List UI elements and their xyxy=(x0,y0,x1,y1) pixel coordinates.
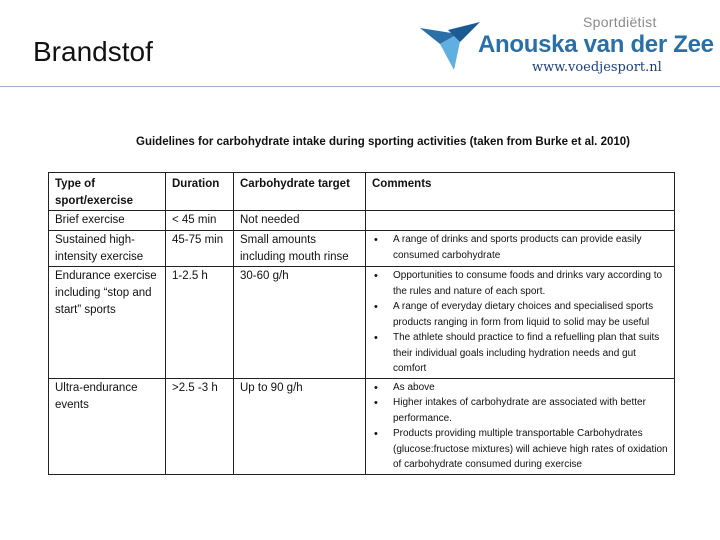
cell-duration: >2.5 -3 h xyxy=(166,378,234,474)
website-link[interactable]: www.voedjesport.nl xyxy=(532,60,662,75)
table-heading: Guidelines for carbohydrate intake during sporting activities (taken from Burke et al. 2010) xyxy=(136,136,630,148)
logo-name: Anouska van der Zee xyxy=(478,31,714,58)
comment-item: • Products providing multiple transportable Carbohydrates (glucose:fructose mixtures) will achieve high rates of oxidation of carbohydrate consumed during exercise xyxy=(372,426,668,473)
comment-item: • As above xyxy=(372,380,668,396)
slide-title: Brandstof xyxy=(33,36,153,67)
comment-item: • Opportunities to consume foods and drinks vary according to the rules and nature of each sport. xyxy=(372,268,668,299)
header-duration: Duration xyxy=(166,173,234,211)
cell-duration: < 45 min xyxy=(166,211,234,231)
cell-target: Up to 90 g/h xyxy=(234,378,366,474)
cell-target: Not needed xyxy=(234,211,366,231)
cell-target: Small amounts including mouth rinse xyxy=(234,231,366,267)
table-row xyxy=(49,211,675,231)
table-row xyxy=(49,378,675,474)
header-divider xyxy=(0,86,720,87)
logo-mark-icon xyxy=(420,20,482,72)
cell-duration: 1-2.5 h xyxy=(166,267,234,379)
cell-comments xyxy=(366,267,675,379)
cell-comments xyxy=(366,378,675,474)
comment-item: • The athlete should practice to find a refuelling plan that suits their individual goals including hydration needs and gut comfort xyxy=(372,330,668,377)
cell-duration: 45-75 min xyxy=(166,231,234,267)
cell-type: Endurance exercise including “stop and start” sports xyxy=(49,267,166,379)
table-row xyxy=(49,231,675,267)
cell-target: 30-60 g/h xyxy=(234,267,366,379)
logo-subtitle: Sportdiëtist xyxy=(583,14,657,30)
header-target: Carbohydrate target xyxy=(234,173,366,211)
comment-item: • Higher intakes of carbohydrate are associated with better performance. xyxy=(372,395,668,426)
cell-comments xyxy=(366,231,675,267)
cell-type: Brief exercise xyxy=(49,211,166,231)
cell-type: Ultra-endurance events xyxy=(49,378,166,474)
table-row xyxy=(49,267,675,379)
table-header-row xyxy=(49,173,675,211)
cell-comments xyxy=(366,211,675,231)
guidelines-table xyxy=(48,172,675,475)
cell-type: Sustained high-intensity exercise xyxy=(49,231,166,267)
comment-item: • A range of drinks and sports products can provide easily consumed carbohydrate xyxy=(372,232,668,263)
comment-item: • A range of everyday dietary choices and specialised sports products ranging in form from liquid to solid may be useful xyxy=(372,299,668,330)
header-type: Type of sport/exercise xyxy=(49,173,166,211)
header-comments: Comments xyxy=(366,173,675,211)
